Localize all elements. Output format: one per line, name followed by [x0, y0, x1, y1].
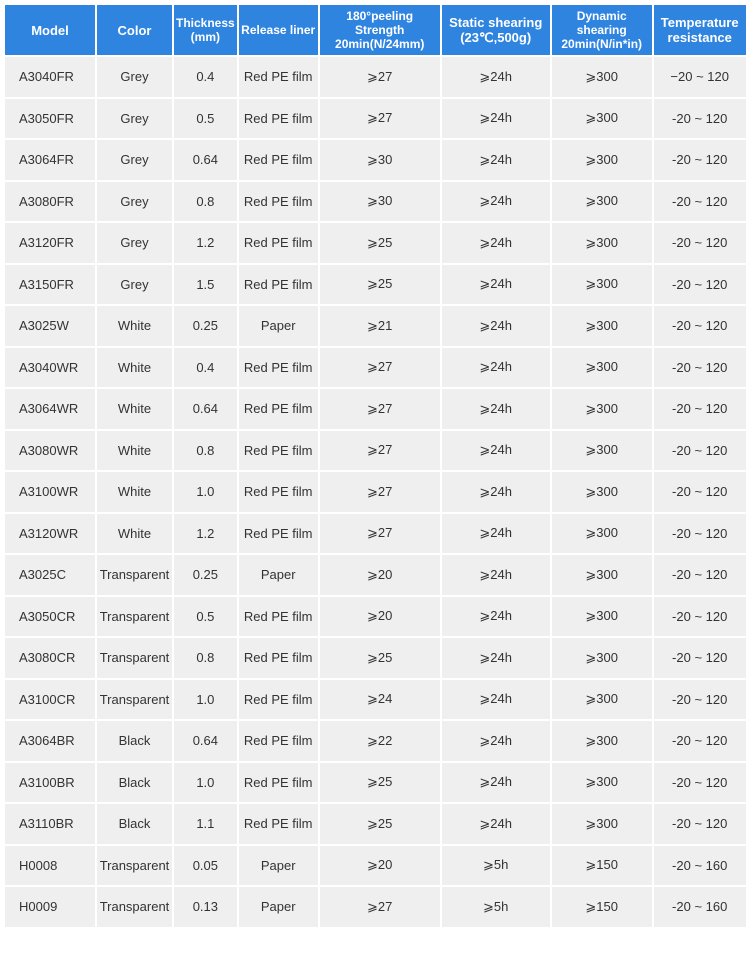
cell-release-liner: Red PE film — [239, 223, 318, 263]
cell-model: A3064FR — [5, 140, 95, 180]
cell-dynamic-shearing: ⩾300 — [552, 597, 652, 637]
cell-release-liner: Red PE film — [239, 265, 318, 305]
cell-color: Transparent — [97, 680, 172, 720]
cell-temperature: -20 ~ 120 — [654, 389, 746, 429]
table-row — [5, 223, 746, 263]
cell-thickness: 0.8 — [174, 638, 237, 678]
cell-static-shearing: ⩾24h — [442, 555, 550, 595]
cell-dynamic-shearing: ⩾300 — [552, 721, 652, 761]
cell-dynamic-shearing: ⩾300 — [552, 182, 652, 222]
cell-peeling-strength: ⩾27 — [320, 887, 440, 927]
cell-thickness: 0.25 — [174, 306, 237, 346]
cell-color: Transparent — [97, 555, 172, 595]
cell-model: A3100CR — [5, 680, 95, 720]
cell-temperature: -20 ~ 120 — [654, 514, 746, 554]
table-row — [5, 182, 746, 222]
cell-static-shearing: ⩾24h — [442, 99, 550, 139]
header-temperature-resistance: Temperature resistance — [654, 5, 746, 55]
cell-release-liner: Red PE film — [239, 99, 318, 139]
cell-color: Transparent — [97, 597, 172, 637]
cell-release-liner: Red PE film — [239, 804, 318, 844]
cell-model: A3110BR — [5, 804, 95, 844]
cell-static-shearing: ⩾24h — [442, 140, 550, 180]
cell-release-liner: Red PE film — [239, 348, 318, 388]
cell-release-liner: Red PE film — [239, 721, 318, 761]
cell-temperature: -20 ~ 120 — [654, 348, 746, 388]
cell-thickness: 0.64 — [174, 140, 237, 180]
cell-dynamic-shearing: ⩾300 — [552, 99, 652, 139]
cell-release-liner: Red PE film — [239, 763, 318, 803]
table-row — [5, 887, 746, 927]
cell-color: Grey — [97, 140, 172, 180]
cell-thickness: 0.05 — [174, 846, 237, 886]
cell-model: A3025W — [5, 306, 95, 346]
cell-release-liner: Red PE film — [239, 182, 318, 222]
cell-peeling-strength: ⩾27 — [320, 431, 440, 471]
cell-release-liner: Paper — [239, 306, 318, 346]
header-peeling-strength: 180°peeling Strength 20min(N/24mm) — [320, 5, 440, 55]
table-row — [5, 555, 746, 595]
cell-peeling-strength: ⩾20 — [320, 597, 440, 637]
cell-static-shearing: ⩾5h — [442, 887, 550, 927]
header-static-shearing: Static shearing (23℃,500g) — [442, 5, 550, 55]
cell-model: A3040WR — [5, 348, 95, 388]
cell-model: A3040FR — [5, 57, 95, 97]
cell-peeling-strength: ⩾22 — [320, 721, 440, 761]
cell-release-liner: Red PE film — [239, 472, 318, 512]
cell-color: White — [97, 472, 172, 512]
cell-temperature: -20 ~ 120 — [654, 140, 746, 180]
cell-color: Transparent — [97, 638, 172, 678]
cell-peeling-strength: ⩾25 — [320, 223, 440, 263]
cell-peeling-strength: ⩾25 — [320, 804, 440, 844]
cell-model: A3120WR — [5, 514, 95, 554]
cell-color: White — [97, 431, 172, 471]
cell-temperature: -20 ~ 120 — [654, 99, 746, 139]
cell-release-liner: Red PE film — [239, 140, 318, 180]
cell-peeling-strength: ⩾27 — [320, 57, 440, 97]
cell-model: A3080WR — [5, 431, 95, 471]
cell-model: A3050FR — [5, 99, 95, 139]
cell-dynamic-shearing: ⩾300 — [552, 514, 652, 554]
cell-model: A3100BR — [5, 763, 95, 803]
header-release-liner: Release liner — [239, 5, 318, 55]
cell-peeling-strength: ⩾30 — [320, 140, 440, 180]
cell-release-liner: Paper — [239, 555, 318, 595]
cell-peeling-strength: ⩾27 — [320, 99, 440, 139]
cell-color: Grey — [97, 265, 172, 305]
cell-peeling-strength: ⩾30 — [320, 182, 440, 222]
cell-dynamic-shearing: ⩾150 — [552, 846, 652, 886]
cell-peeling-strength: ⩾24 — [320, 680, 440, 720]
cell-thickness: 1.0 — [174, 680, 237, 720]
cell-static-shearing: ⩾24h — [442, 804, 550, 844]
cell-color: Black — [97, 763, 172, 803]
cell-peeling-strength: ⩾25 — [320, 763, 440, 803]
table-row — [5, 597, 746, 637]
cell-temperature: -20 ~ 120 — [654, 472, 746, 512]
cell-dynamic-shearing: ⩾300 — [552, 348, 652, 388]
cell-dynamic-shearing: ⩾300 — [552, 431, 652, 471]
cell-static-shearing: ⩾24h — [442, 182, 550, 222]
cell-model: A3050CR — [5, 597, 95, 637]
cell-thickness: 1.0 — [174, 763, 237, 803]
table-row — [5, 99, 746, 139]
table-row — [5, 348, 746, 388]
cell-static-shearing: ⩾24h — [442, 472, 550, 512]
cell-dynamic-shearing: ⩾300 — [552, 638, 652, 678]
cell-static-shearing: ⩾24h — [442, 265, 550, 305]
cell-release-liner: Red PE film — [239, 680, 318, 720]
cell-peeling-strength: ⩾27 — [320, 389, 440, 429]
cell-thickness: 1.2 — [174, 514, 237, 554]
cell-thickness: 0.8 — [174, 431, 237, 471]
cell-static-shearing: ⩾24h — [442, 223, 550, 263]
cell-model: A3064WR — [5, 389, 95, 429]
cell-model: A3120FR — [5, 223, 95, 263]
cell-model: A3150FR — [5, 265, 95, 305]
table-row — [5, 804, 746, 844]
table-row — [5, 389, 746, 429]
table-row — [5, 638, 746, 678]
cell-temperature: -20 ~ 120 — [654, 721, 746, 761]
cell-temperature: −20 ~ 120 — [654, 57, 746, 97]
cell-thickness: 0.8 — [174, 182, 237, 222]
cell-release-liner: Red PE film — [239, 389, 318, 429]
table-row — [5, 472, 746, 512]
cell-thickness: 1.5 — [174, 265, 237, 305]
cell-dynamic-shearing: ⩾300 — [552, 306, 652, 346]
cell-static-shearing: ⩾24h — [442, 389, 550, 429]
cell-static-shearing: ⩾24h — [442, 638, 550, 678]
table-body — [5, 57, 746, 927]
cell-static-shearing: ⩾24h — [442, 514, 550, 554]
cell-temperature: -20 ~ 120 — [654, 306, 746, 346]
cell-dynamic-shearing: ⩾300 — [552, 265, 652, 305]
cell-dynamic-shearing: ⩾300 — [552, 140, 652, 180]
cell-static-shearing: ⩾24h — [442, 763, 550, 803]
cell-temperature: -20 ~ 120 — [654, 680, 746, 720]
cell-release-liner: Paper — [239, 846, 318, 886]
cell-color: Grey — [97, 182, 172, 222]
cell-peeling-strength: ⩾27 — [320, 472, 440, 512]
cell-release-liner: Red PE film — [239, 597, 318, 637]
cell-temperature: -20 ~ 120 — [654, 597, 746, 637]
product-spec-table — [3, 3, 748, 929]
cell-thickness: 0.4 — [174, 348, 237, 388]
cell-temperature: -20 ~ 120 — [654, 265, 746, 305]
table-row — [5, 721, 746, 761]
cell-peeling-strength: ⩾27 — [320, 514, 440, 554]
cell-thickness: 1.2 — [174, 223, 237, 263]
cell-color: Grey — [97, 57, 172, 97]
cell-static-shearing: ⩾24h — [442, 431, 550, 471]
table-row — [5, 680, 746, 720]
cell-temperature: -20 ~ 160 — [654, 846, 746, 886]
cell-release-liner: Red PE film — [239, 638, 318, 678]
cell-thickness: 0.5 — [174, 99, 237, 139]
table-row — [5, 265, 746, 305]
cell-release-liner: Red PE film — [239, 431, 318, 471]
cell-peeling-strength: ⩾21 — [320, 306, 440, 346]
cell-thickness: 0.64 — [174, 389, 237, 429]
cell-static-shearing: ⩾5h — [442, 846, 550, 886]
cell-dynamic-shearing: ⩾300 — [552, 763, 652, 803]
cell-model: H0008 — [5, 846, 95, 886]
cell-static-shearing: ⩾24h — [442, 306, 550, 346]
cell-dynamic-shearing: ⩾300 — [552, 680, 652, 720]
table-row — [5, 306, 746, 346]
cell-color: Black — [97, 721, 172, 761]
cell-release-liner: Red PE film — [239, 514, 318, 554]
cell-model: A3064BR — [5, 721, 95, 761]
header-thickness: Thickness (mm) — [174, 5, 237, 55]
cell-dynamic-shearing: ⩾300 — [552, 389, 652, 429]
cell-thickness: 1.0 — [174, 472, 237, 512]
cell-temperature: -20 ~ 120 — [654, 555, 746, 595]
table-row — [5, 57, 746, 97]
cell-static-shearing: ⩾24h — [442, 597, 550, 637]
header-color: Color — [97, 5, 172, 55]
cell-temperature: -20 ~ 160 — [654, 887, 746, 927]
cell-dynamic-shearing: ⩾300 — [552, 804, 652, 844]
cell-temperature: -20 ~ 120 — [654, 223, 746, 263]
header-model: Model — [5, 5, 95, 55]
cell-model: A3080FR — [5, 182, 95, 222]
cell-peeling-strength: ⩾25 — [320, 265, 440, 305]
table-row — [5, 140, 746, 180]
cell-thickness: 1.1 — [174, 804, 237, 844]
header-row — [5, 5, 746, 55]
cell-color: White — [97, 306, 172, 346]
cell-model: A3025C — [5, 555, 95, 595]
cell-thickness: 0.64 — [174, 721, 237, 761]
cell-release-liner: Red PE film — [239, 57, 318, 97]
table-row — [5, 431, 746, 471]
cell-dynamic-shearing: ⩾150 — [552, 887, 652, 927]
cell-peeling-strength: ⩾25 — [320, 638, 440, 678]
cell-dynamic-shearing: ⩾300 — [552, 555, 652, 595]
cell-color: Grey — [97, 99, 172, 139]
cell-thickness: 0.5 — [174, 597, 237, 637]
cell-static-shearing: ⩾24h — [442, 57, 550, 97]
cell-temperature: -20 ~ 120 — [654, 804, 746, 844]
cell-color: Black — [97, 804, 172, 844]
cell-model: A3100WR — [5, 472, 95, 512]
table-row — [5, 514, 746, 554]
cell-color: White — [97, 514, 172, 554]
cell-static-shearing: ⩾24h — [442, 680, 550, 720]
cell-color: Transparent — [97, 846, 172, 886]
cell-temperature: -20 ~ 120 — [654, 431, 746, 471]
header-dynamic-shearing: Dynamic shearing 20min(N/in*in) — [552, 5, 652, 55]
cell-model: H0009 — [5, 887, 95, 927]
cell-color: White — [97, 348, 172, 388]
cell-thickness: 0.13 — [174, 887, 237, 927]
cell-color: Transparent — [97, 887, 172, 927]
cell-model: A3080CR — [5, 638, 95, 678]
cell-dynamic-shearing: ⩾300 — [552, 472, 652, 512]
cell-peeling-strength: ⩾20 — [320, 846, 440, 886]
cell-static-shearing: ⩾24h — [442, 721, 550, 761]
cell-thickness: 0.25 — [174, 555, 237, 595]
table-row — [5, 846, 746, 886]
cell-release-liner: Paper — [239, 887, 318, 927]
cell-thickness: 0.4 — [174, 57, 237, 97]
cell-temperature: -20 ~ 120 — [654, 763, 746, 803]
cell-dynamic-shearing: ⩾300 — [552, 223, 652, 263]
table-row — [5, 763, 746, 803]
cell-temperature: -20 ~ 120 — [654, 638, 746, 678]
cell-color: White — [97, 389, 172, 429]
cell-static-shearing: ⩾24h — [442, 348, 550, 388]
cell-peeling-strength: ⩾27 — [320, 348, 440, 388]
cell-temperature: -20 ~ 120 — [654, 182, 746, 222]
cell-dynamic-shearing: ⩾300 — [552, 57, 652, 97]
cell-peeling-strength: ⩾20 — [320, 555, 440, 595]
cell-color: Grey — [97, 223, 172, 263]
